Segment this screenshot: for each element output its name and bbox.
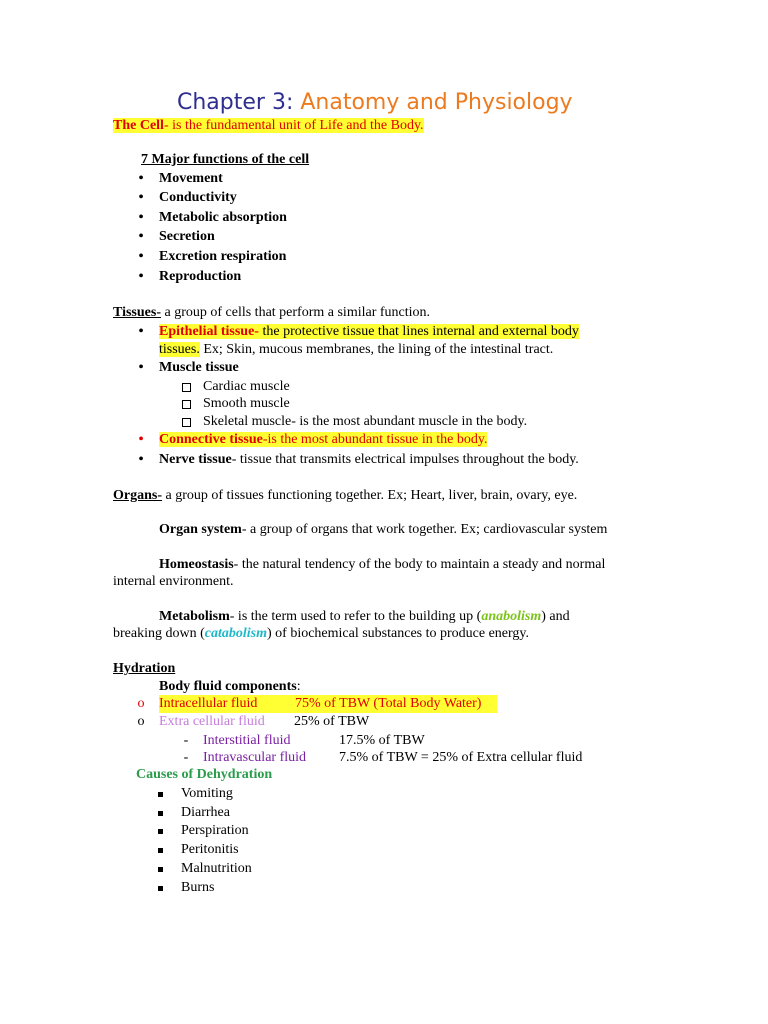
square-bullet-icon [158,804,170,822]
nerve-term: Nerve tissue [159,452,232,467]
homeostasis-def-1: - the natural tendency of the body to maintain a steady and normal [233,557,606,572]
bullet-icon [133,248,149,267]
connective-line [159,431,487,449]
metabolism-text: ) of biochemical substances to produce energy. [267,626,530,641]
interstitial-value: 17.5% of TBW [339,733,425,748]
bullet-icon [133,209,149,228]
functions-heading: 7 Major functions of the cell [141,152,310,167]
anabolism-term: anabolism [481,609,542,624]
square-bullet-icon [158,841,170,859]
bullet-icon [133,451,149,470]
muscle-type: Cardiac muscle [203,379,290,394]
epithelial-def-1: the protective tissue that lines internal and external body [258,324,579,339]
tissues-term: Tissues- [113,305,161,320]
bullet-icon [133,323,149,342]
circle-marker-icon: o [137,696,145,711]
tissues-definition-text: a group of cells that perform a similar function. [160,305,431,320]
list-item: Perspiration [181,823,249,838]
homeostasis-term: Homeostasis [159,557,234,572]
intravascular-row [203,749,623,767]
organ-system-term: Organ system [159,522,242,537]
dash-marker: - [183,733,189,748]
connective-def: -is the most abundant tissue in the body. [262,432,488,447]
muscle-type: Smooth muscle [203,396,290,411]
components-colon: : [296,679,301,694]
list-item: Metabolic absorption [159,210,287,225]
bullet-icon [133,268,149,287]
metabolism-line-1 [159,608,570,626]
extracellular-value: 25% of TBW [294,714,370,729]
extracellular-row [159,713,459,731]
epithelial-term: Epithelial tissue- [159,324,259,339]
organs-term: Organs- [113,488,162,503]
metabolism-text: ) and [541,609,570,624]
interstitial-row [203,732,503,750]
list-item: Peritonitis [181,842,239,857]
checkbox-icon [182,378,196,396]
dehydration-heading: Causes of Dehydration [136,767,273,782]
organs-def: a group of tissues functioning together. Ex; Heart, liver, brain, ovary, eye. [162,488,578,503]
square-bullet-icon [158,785,170,803]
list-item: Excretion respiration [159,249,287,264]
square-bullet-icon [158,822,170,840]
organ-system-definition [159,521,607,539]
body-fluid-components [159,678,301,696]
intravascular-label: Intravascular fluid [203,750,307,765]
list-item: Burns [181,880,215,895]
list-item: Vomiting [181,786,233,801]
list-item: Conductivity [159,190,237,205]
bullet-icon [133,170,149,189]
nerve-line [159,451,579,469]
tissues-definition [113,304,430,322]
nerve-def: - tissue that transmits electrical impulses throughout the body. [231,452,579,467]
muscle-term: Muscle tissue [159,360,239,375]
cell-dash: - [163,118,169,133]
bullet-icon [133,228,149,247]
interstitial-label: Interstitial fluid [203,733,291,748]
checkbox-icon [182,413,196,431]
intracellular-label: Intracellular fluid [159,696,258,711]
square-bullet-icon [158,860,170,878]
cell-definition-text: is the fundamental unit of Life and the Body. [168,118,424,133]
list-item: Diarrhea [181,805,230,820]
epithelial-line-1 [159,323,579,341]
list-item: Malnutrition [181,861,252,876]
components-label: Body fluid components [159,679,297,694]
homeostasis-def-2: internal environment. [113,574,234,589]
circle-marker-icon: o [137,714,145,729]
hydration-heading: Hydration [113,661,176,676]
bullet-icon [133,189,149,208]
metabolism-text: - is the term used to refer to the building up ( [229,609,482,624]
cell-definition [113,117,424,135]
title-prefix: Chapter 3: [177,90,294,115]
dash-marker: - [183,750,189,765]
list-item: Movement [159,171,223,186]
homeostasis-line-1 [159,556,605,574]
intracellular-value: 75% of TBW (Total Body Water) [295,696,482,711]
bullet-icon [133,359,149,378]
connective-term: Connective tissue [159,432,263,447]
list-item: Reproduction [159,269,242,284]
epithelial-line-2 [159,341,553,359]
epithelial-def-2: tissues. [159,342,200,357]
organs-definition [113,487,577,505]
square-bullet-icon [158,879,170,897]
checkbox-icon [182,395,196,413]
catabolism-term: catabolism [204,626,267,641]
metabolism-term: Metabolism [159,609,230,624]
extracellular-label: Extra cellular fluid [159,714,265,729]
intravascular-value: 7.5% of TBW = 25% of Extra cellular fluid [339,750,583,765]
bullet-icon [133,431,149,450]
organ-system-def: - a group of organs that work together. Ex; cardiovascular system [241,522,608,537]
intracellular-row [159,695,497,713]
cell-term: The Cell [113,118,164,133]
title-main: Anatomy and Physiology [300,90,573,115]
metabolism-text: breaking down ( [113,626,205,641]
page-title [177,89,573,117]
muscle-type: Skeletal muscle- is the most abundant muscle in the body. [203,414,528,429]
metabolism-line-2 [113,625,529,643]
epithelial-example: Ex; Skin, mucous membranes, the lining of the intestinal tract. [199,342,554,357]
list-item: Secretion [159,229,215,244]
